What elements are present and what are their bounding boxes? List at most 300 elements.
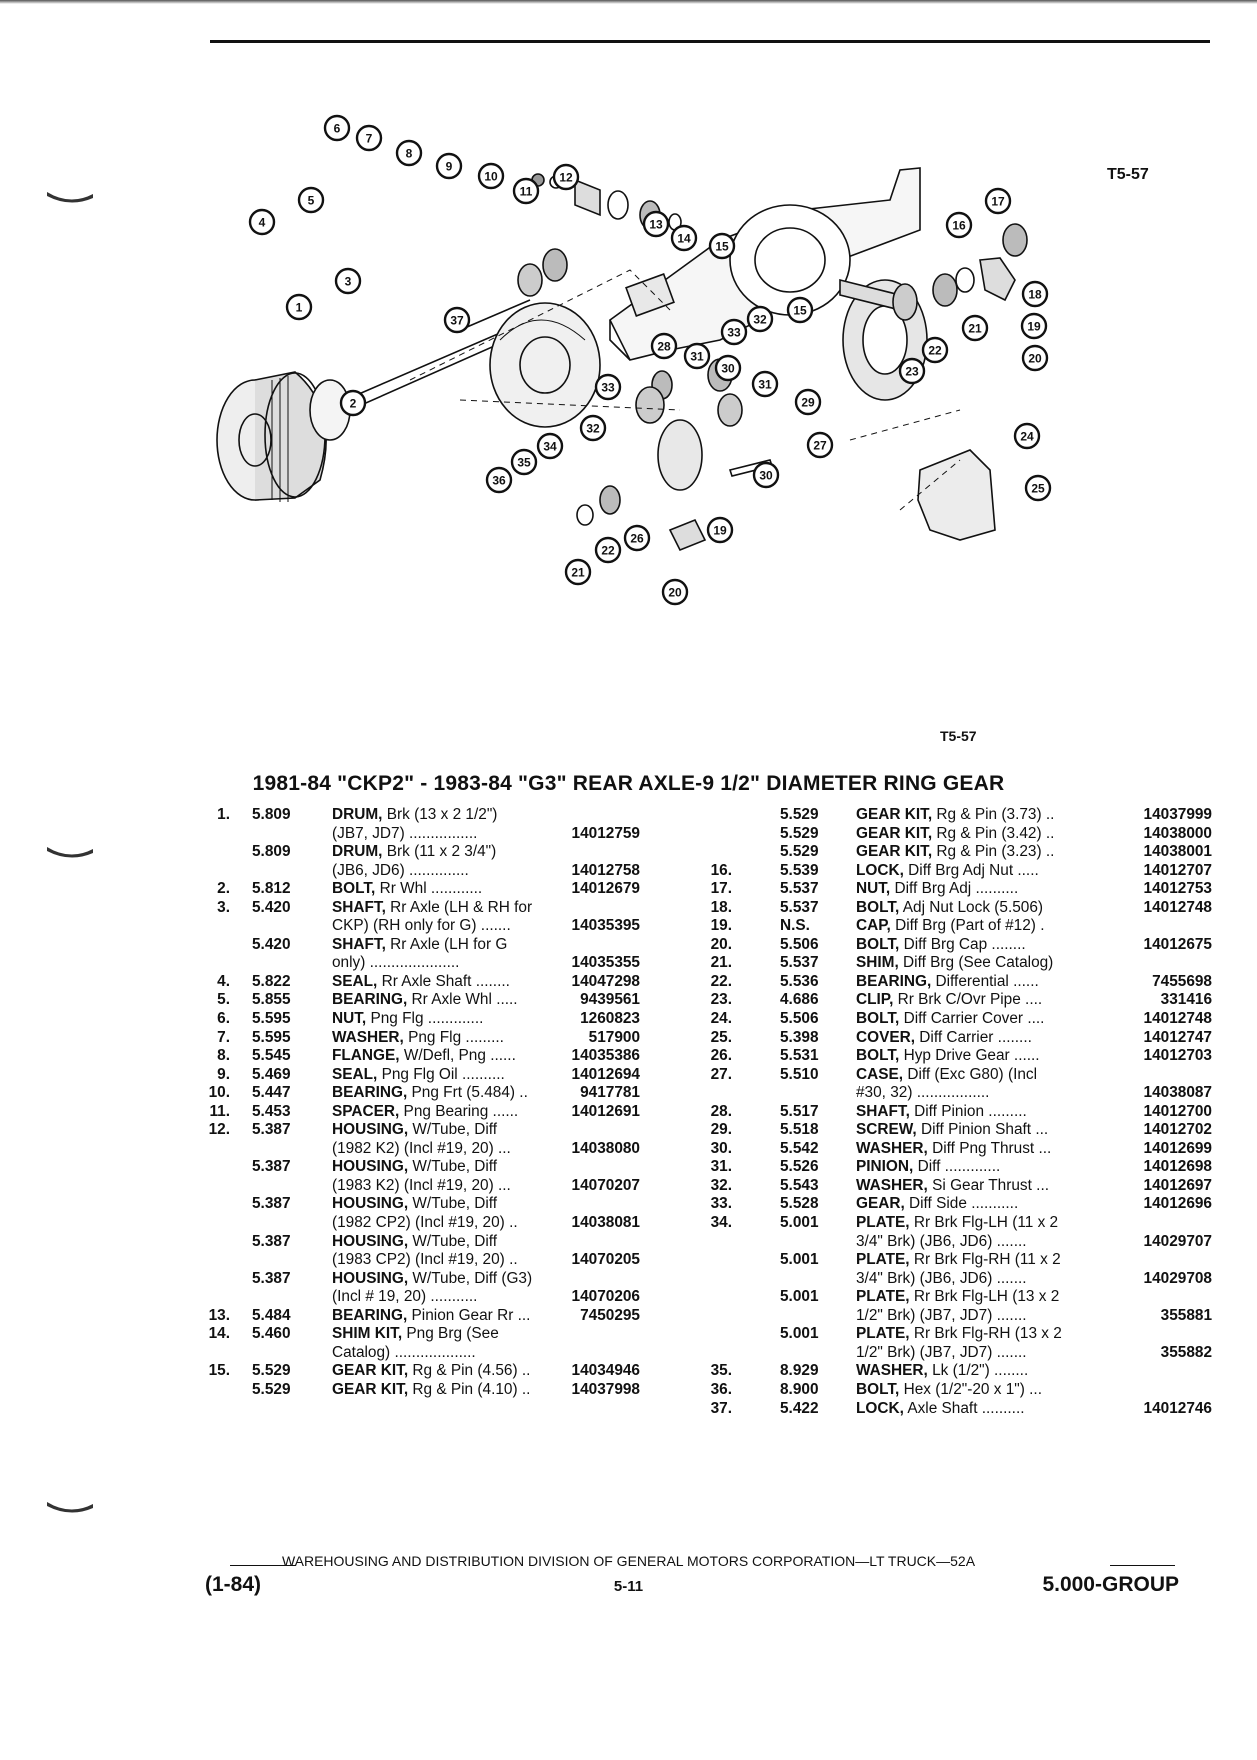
group-number: 5.855 (252, 991, 291, 1009)
footer-publisher: WAREHOUSING AND DISTRIBUTION DIVISION OF GENERAL MOTORS CORPORATION—LT TRUCK—52A (281, 1553, 976, 1569)
ref-number: 18. (710, 898, 732, 916)
part-detail: Png Frt (5.484) .. (407, 1084, 528, 1102)
group-number: 5.537 (780, 898, 819, 916)
part-detail: (JB7, JD7) ................ (332, 824, 478, 842)
part-detail: Diff Side ........... (904, 1195, 1019, 1213)
part-detail: (1982 K2) (Incl #19, 20) ... (332, 1139, 511, 1157)
part-detail: Diff Brg (See Catalog) (898, 954, 1054, 972)
part-name: HOUSING, (332, 1195, 409, 1213)
footer-date: (1-84) (205, 1573, 262, 1596)
part-name: PLATE, (856, 1288, 910, 1306)
callout-21 (566, 560, 590, 584)
callout-number: 36 (492, 473, 506, 488)
part-name: HOUSING, (332, 1121, 409, 1139)
callout-number: 31 (690, 349, 704, 364)
callout-26 (625, 526, 649, 550)
part-name: SHAFT, (332, 898, 386, 916)
callout-number: 37 (450, 313, 464, 328)
callout-33 (722, 320, 746, 344)
part-name: SPACER, (332, 1102, 400, 1120)
callout-27 (808, 433, 832, 457)
part-name: BOLT, (856, 1010, 900, 1028)
part-detail: (1983 CP2) (Incl #19, 20) .. (332, 1251, 518, 1269)
part-name: BOLT, (856, 935, 900, 953)
callout-number: 1 (295, 300, 303, 315)
part-number: 14038001 (1143, 843, 1212, 861)
callout-15 (710, 234, 734, 258)
callout-number: 6 (333, 121, 341, 136)
part-detail: 3/4" Brk) (JB6, JD6) ....... (856, 1232, 1027, 1250)
part-name: CAP, (856, 917, 891, 935)
carrier-cover-illustration (918, 450, 995, 540)
part-number: 14012691 (571, 1102, 640, 1120)
part-description (856, 825, 1054, 844)
part-name: PINION, (856, 1158, 914, 1176)
callout-28 (652, 334, 676, 358)
callout-17 (986, 189, 1010, 213)
group-number: 5.539 (780, 861, 819, 879)
lower-bearing-cap-illustration (670, 520, 705, 550)
callout-22 (923, 338, 947, 362)
part-name: DRUM, (332, 806, 383, 823)
ref-number: 19. (710, 917, 732, 935)
part-number: 355881 (1160, 1306, 1212, 1324)
part-detail: Png Flg ......... (403, 1028, 504, 1046)
callout-number: 14 (677, 231, 691, 246)
part-number: 14070205 (571, 1251, 640, 1269)
group-number: 5.529 (252, 1362, 291, 1380)
part-description (856, 899, 1043, 918)
part-detail: Png Bearing ...... (399, 1102, 519, 1120)
group-number: N.S. (780, 917, 810, 935)
figure-label-bottom: T5-57 (940, 728, 977, 744)
callout-number: 22 (928, 343, 942, 358)
group-number: 5.460 (252, 1325, 291, 1343)
part-description (856, 1103, 1027, 1122)
group-number: 5.387 (252, 1121, 291, 1139)
ref-number: 32. (710, 1176, 732, 1194)
group-number: 5.809 (252, 843, 291, 861)
ref-number: 10. (208, 1084, 230, 1102)
group-number: 5.001 (780, 1214, 819, 1232)
ref-number: 37. (710, 1399, 732, 1417)
callout-number: 8 (405, 146, 413, 161)
callout-22 (596, 538, 620, 562)
part-description (856, 1121, 1048, 1140)
part-name: GEAR KIT, (856, 843, 933, 861)
ref-number: 17. (710, 880, 732, 898)
part-detail: Rr Axle (LH & RH for (385, 898, 533, 916)
group-number: 8.929 (780, 1362, 819, 1380)
part-detail: W/Tube, Diff (G3) (408, 1269, 533, 1287)
axle-bearing-illustration (518, 249, 567, 296)
part-name: BEARING, (332, 1306, 408, 1324)
part-name: BOLT, (856, 1380, 900, 1398)
part-name: PLATE, (856, 1251, 910, 1269)
part-name: SCREW, (856, 1121, 917, 1139)
callout-37 (445, 308, 469, 332)
part-detail: Rr Brk Flg-RH (13 x 2 (909, 1325, 1062, 1343)
callout-number: 23 (905, 364, 919, 379)
part-name: BOLT, (856, 898, 900, 916)
part-number: 14012747 (1143, 1028, 1212, 1046)
part-detail: (1983 K2) (Incl #19, 20) ... (332, 1176, 511, 1194)
ref-number: 36. (710, 1380, 732, 1398)
group-number: 5.420 (252, 898, 291, 916)
part-description (332, 1344, 476, 1363)
callout-31 (753, 372, 777, 396)
part-detail: (Incl # 19, 20) ........... (332, 1288, 478, 1306)
backing-plate-illustration (490, 303, 600, 427)
group-number: 5.536 (780, 972, 819, 990)
part-name: FLANGE, (332, 1047, 400, 1065)
part-detail: Diff Pinion Shaft ... (916, 1121, 1049, 1139)
part-detail: Rr Axle (LH for G (385, 935, 508, 953)
callout-30 (716, 356, 740, 380)
part-name: HOUSING, (332, 1232, 409, 1250)
ref-number: 27. (710, 1065, 732, 1083)
part-description (332, 1381, 530, 1400)
group-number: 5.595 (252, 1028, 291, 1046)
part-detail: CKP) (RH only for G) ....... (332, 917, 511, 935)
callout-35 (512, 450, 536, 474)
callout-33 (596, 375, 620, 399)
part-number: 14070206 (571, 1288, 640, 1306)
part-name: NUT, (856, 880, 891, 898)
bearing-cap-illustration (980, 224, 1027, 300)
group-number: 5.506 (780, 935, 819, 953)
part-name: GEAR KIT, (856, 806, 933, 823)
part-name: BOLT, (332, 880, 376, 898)
part-description (332, 1121, 497, 1140)
group-number: 5.528 (780, 1195, 819, 1213)
brake-drum-illustration (217, 372, 326, 502)
group-number: 4.686 (780, 991, 819, 1009)
part-detail: Png Flg ............. (366, 1010, 484, 1028)
part-detail: Diff (Exc G80) (Incl (903, 1065, 1038, 1083)
part-description (856, 1251, 1061, 1270)
part-detail: (1982 CP2) (Incl #19, 20) .. (332, 1214, 518, 1232)
part-detail: Diff Brg (Part of #12) . (890, 917, 1045, 935)
callout-number: 4 (258, 215, 266, 230)
part-name: HOUSING, (332, 1269, 409, 1287)
group-number: 5.529 (780, 824, 819, 842)
part-description (332, 973, 510, 992)
part-detail: Axle Shaft .......... (903, 1399, 1025, 1417)
ref-number: 5. (217, 991, 230, 1009)
group-number: 5.510 (780, 1065, 819, 1083)
part-description (856, 1344, 1027, 1363)
part-description (332, 1158, 497, 1177)
part-description (332, 806, 497, 825)
part-description (856, 1400, 1025, 1419)
group-number: 5.469 (252, 1065, 291, 1083)
group-number: 5.422 (780, 1399, 819, 1417)
part-name: BEARING, (856, 972, 932, 990)
group-number: 5.545 (252, 1047, 291, 1065)
part-name: GEAR KIT, (856, 824, 933, 842)
part-name: NUT, (332, 1010, 367, 1028)
part-name: LOCK, (856, 1399, 904, 1417)
callout-23 (900, 359, 924, 383)
part-name: SEAL, (332, 1065, 378, 1083)
part-description (856, 806, 1054, 825)
part-description (856, 973, 1039, 992)
part-name: WASHER, (856, 1362, 928, 1380)
differential-case-illustration (577, 420, 772, 525)
callout-number: 33 (601, 380, 615, 395)
callout-29 (796, 390, 820, 414)
part-number: 9439561 (580, 991, 640, 1009)
callout-16 (947, 213, 971, 237)
part-number: 14012746 (1143, 1399, 1212, 1417)
footer-group: 5.000-GROUP (1042, 1573, 1179, 1596)
part-description (856, 862, 1039, 881)
callout-number: 10 (484, 169, 498, 184)
group-number: 5.387 (252, 1158, 291, 1176)
callout-20 (663, 580, 687, 604)
callout-13 (644, 212, 668, 236)
part-number: 517900 (588, 1028, 640, 1046)
part-description (856, 954, 1053, 973)
ref-number: 24. (710, 1010, 732, 1028)
ref-number: 9. (217, 1065, 230, 1083)
part-detail: Si Gear Thrust ... (927, 1176, 1049, 1194)
callout-number: 15 (715, 239, 729, 254)
callout-12 (554, 165, 578, 189)
part-detail: Rr Axle Shaft ........ (377, 972, 510, 990)
part-name: WASHER, (856, 1139, 928, 1157)
part-detail: 1/2" Brk) (JB7, JD7) ....... (856, 1306, 1027, 1324)
callout-number: 15 (793, 303, 807, 318)
part-name: SHIM, (856, 954, 899, 972)
part-number: 14012748 (1143, 898, 1212, 916)
ref-number: 14. (208, 1325, 230, 1343)
ref-number: 2. (217, 880, 230, 898)
part-detail: #30, 32) ................. (856, 1084, 990, 1102)
part-detail: Rg & Pin (3.42) .. (932, 824, 1055, 842)
callout-number: 21 (968, 321, 982, 336)
part-detail: W/Tube, Diff (408, 1121, 498, 1139)
callout-18 (1023, 282, 1047, 306)
part-number: 14012702 (1143, 1121, 1212, 1139)
part-detail: Rg & Pin (3.23) .. (932, 843, 1055, 861)
group-number: 5.518 (780, 1121, 819, 1139)
group-number: 5.447 (252, 1084, 291, 1102)
callout-7 (357, 126, 381, 150)
binder-hole-mark (45, 1500, 95, 1514)
part-number: 14012700 (1143, 1102, 1212, 1120)
part-number: 14029708 (1143, 1269, 1212, 1287)
part-number: 7450295 (580, 1306, 640, 1324)
group-number: 5.453 (252, 1102, 291, 1120)
page-title: 1981-84 "CKP2" - 1983-84 "G3" REAR AXLE-9 1/2" DIAMETER RING GEAR (252, 772, 1005, 795)
part-detail: 1/2" Brk) (JB7, JD7) ....... (856, 1343, 1027, 1361)
part-detail: Diff Brg Cap ........ (899, 935, 1026, 953)
callout-number: 34 (543, 439, 557, 454)
part-name: SEAL, (332, 972, 378, 990)
group-number: 5.517 (780, 1102, 819, 1120)
callout-2 (341, 391, 365, 415)
part-description (332, 880, 482, 899)
callout-number: 19 (713, 523, 727, 538)
callout-21 (963, 316, 987, 340)
part-name: GEAR KIT, (332, 1380, 409, 1398)
callout-19 (1022, 314, 1046, 338)
part-name: SHAFT, (856, 1102, 910, 1120)
part-detail: Rr Brk Flg-LH (11 x 2 (909, 1214, 1059, 1232)
ref-number: 33. (710, 1195, 732, 1213)
part-number: 9417781 (580, 1084, 640, 1102)
group-number: 5.812 (252, 880, 291, 898)
callout-number: 25 (1031, 481, 1045, 496)
part-description (332, 843, 496, 862)
ref-number: 22. (710, 972, 732, 990)
group-number: 5.387 (252, 1195, 291, 1213)
part-number: 14012679 (571, 880, 640, 898)
group-number: 5.398 (780, 1028, 819, 1046)
part-name: BOLT, (856, 1047, 900, 1065)
callout-number: 19 (1027, 319, 1041, 334)
part-description (332, 936, 507, 955)
part-description (856, 1047, 1040, 1066)
part-description (856, 936, 1026, 955)
part-description (856, 1010, 1044, 1029)
callout-number: 24 (1020, 429, 1034, 444)
part-description (332, 991, 518, 1010)
callout-20 (1023, 346, 1047, 370)
part-detail: Hex (1/2"-20 x 1") ... (899, 1380, 1042, 1398)
callout-number: 7 (365, 131, 373, 146)
part-name: PLATE, (856, 1214, 910, 1232)
part-detail: Diff Pinion ......... (909, 1102, 1027, 1120)
callout-number: 27 (813, 438, 827, 453)
ref-number: 31. (710, 1158, 732, 1176)
part-description (332, 1029, 504, 1048)
part-number: 14035386 (571, 1047, 640, 1065)
group-number: 5.001 (780, 1251, 819, 1269)
callout-4 (250, 210, 274, 234)
callout-number: 32 (586, 421, 600, 436)
binder-hole-mark (45, 845, 95, 859)
group-number: 5.526 (780, 1158, 819, 1176)
group-number: 5.529 (780, 843, 819, 861)
part-detail: Rr Brk C/Ovr Pipe .... (893, 991, 1043, 1009)
callout-9 (437, 154, 461, 178)
part-description (332, 1270, 532, 1289)
part-description (856, 1195, 1018, 1214)
group-number: 5.542 (780, 1139, 819, 1157)
callout-6 (325, 116, 349, 140)
part-description (332, 917, 511, 936)
part-description (332, 862, 469, 881)
callout-number: 26 (630, 531, 644, 546)
ref-number: 11. (209, 1102, 230, 1120)
callout-15 (788, 298, 812, 322)
header-rule (210, 40, 1210, 43)
part-number: 14037999 (1143, 806, 1212, 823)
part-description (856, 1325, 1062, 1344)
part-detail: Hyp Drive Gear ...... (899, 1047, 1040, 1065)
part-detail: Rr Brk Flg-LH (13 x 2 (909, 1288, 1060, 1306)
part-number: 14029707 (1143, 1232, 1212, 1250)
part-description (332, 954, 459, 973)
ref-number: 35. (710, 1362, 732, 1380)
part-detail: (JB6, JD6) .............. (332, 861, 469, 879)
group-number: 5.537 (780, 880, 819, 898)
part-number: 355882 (1160, 1343, 1212, 1361)
part-detail: Png Brg (See (402, 1325, 499, 1343)
callout-24 (1015, 424, 1039, 448)
callout-number: 28 (657, 339, 671, 354)
part-description (332, 1195, 497, 1214)
group-number: 5.001 (780, 1288, 819, 1306)
callout-number: 16 (952, 218, 966, 233)
ref-number: 4. (217, 972, 230, 990)
ref-number: 3. (217, 898, 230, 916)
part-description (856, 1214, 1058, 1233)
group-number: 5.543 (780, 1176, 819, 1194)
part-description (856, 1177, 1049, 1196)
callout-number: 21 (571, 565, 585, 580)
callout-14 (672, 226, 696, 250)
part-name: CASE, (856, 1065, 904, 1083)
part-description (856, 991, 1042, 1010)
part-description (856, 1307, 1027, 1326)
part-detail: Rg & Pin (3.73) .. (932, 806, 1055, 823)
callout-11 (514, 179, 538, 203)
part-detail: Diff Brg Adj .......... (890, 880, 1019, 898)
callout-number: 29 (801, 395, 815, 410)
part-description (856, 1381, 1042, 1400)
group-number: 5.809 (252, 806, 291, 823)
part-detail: W/Tube, Diff (408, 1195, 498, 1213)
part-detail: Pinion Gear Rr ... (407, 1306, 531, 1324)
callout-number: 32 (753, 312, 767, 327)
part-detail: Differential ...... (931, 972, 1039, 990)
part-description (856, 1029, 1032, 1048)
part-number: 1260823 (580, 1010, 640, 1028)
part-name: PLATE, (856, 1325, 910, 1343)
part-name: COVER, (856, 1028, 916, 1046)
part-detail: Diff Brg Adj Nut ..... (903, 861, 1039, 879)
part-detail: Diff Carrier ........ (915, 1028, 1032, 1046)
part-number: 14012699 (1143, 1139, 1212, 1157)
part-number: 14038087 (1143, 1084, 1212, 1102)
part-description (856, 1084, 989, 1103)
part-description (332, 825, 477, 844)
part-name: DRUM, (332, 843, 383, 861)
callout-number: 3 (344, 274, 352, 289)
part-detail: Png Flg Oil .......... (377, 1065, 505, 1083)
part-number: 14012759 (571, 824, 640, 842)
part-description (332, 1084, 528, 1103)
group-number: 5.001 (780, 1325, 819, 1343)
part-name: CLIP, (856, 991, 894, 1009)
callout-19 (708, 518, 732, 542)
part-description (332, 1233, 497, 1252)
part-detail: Lk (1/2") ........ (927, 1362, 1029, 1380)
ref-number: 26. (710, 1047, 732, 1065)
group-number: 5.529 (780, 806, 819, 823)
part-name: SHIM KIT, (332, 1325, 403, 1343)
part-description (332, 899, 532, 918)
part-description (856, 1158, 1000, 1177)
ref-number: 8. (217, 1047, 230, 1065)
callout-1 (287, 295, 311, 319)
callout-8 (397, 141, 421, 165)
callout-number: 17 (991, 194, 1005, 209)
